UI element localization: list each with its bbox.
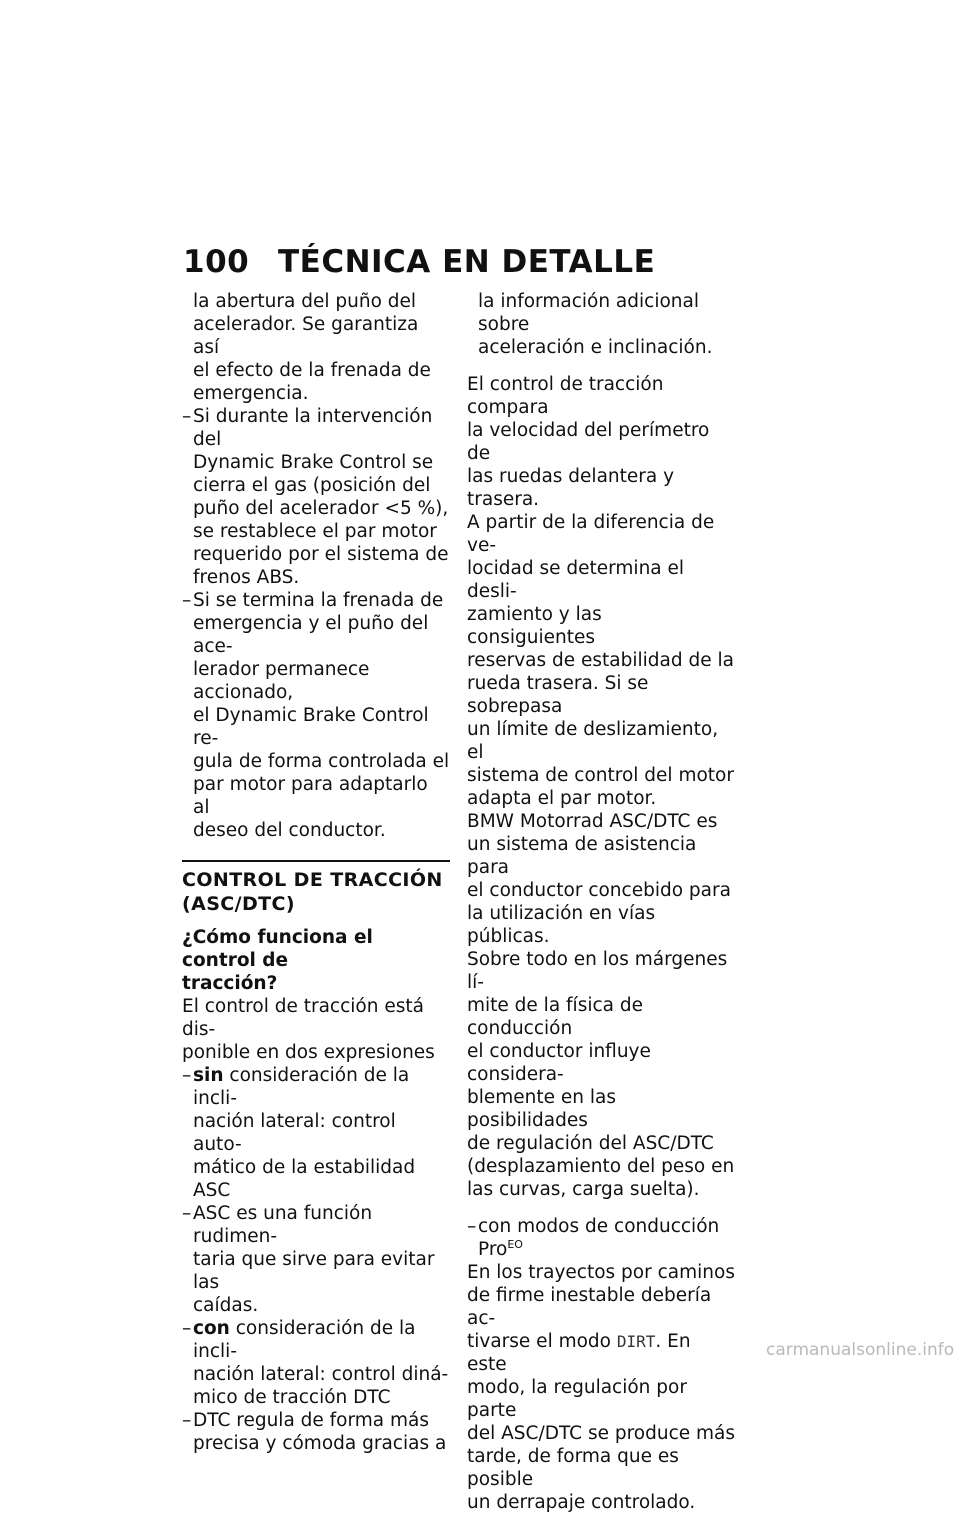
left-column xyxy=(182,290,450,1455)
text-line: lerador permanece accionado, xyxy=(193,659,370,703)
subsection-title xyxy=(182,926,450,995)
bullet-dash: – xyxy=(182,1203,192,1224)
text-line: A partir de la diferencia de ve- xyxy=(467,512,715,556)
subsection-title-line: tracción? xyxy=(182,973,278,994)
bullet-dash: – xyxy=(467,1216,477,1237)
text-line: deseo del conductor. xyxy=(193,820,386,841)
mode-name: DIRT xyxy=(616,1332,656,1351)
text-span: Pro xyxy=(478,1239,508,1260)
text-line: un sistema de asistencia para xyxy=(467,834,697,878)
bullet-dash: – xyxy=(182,1318,192,1339)
text-line: tarde, de forma que es posible xyxy=(467,1446,679,1490)
text-line: de firme inestable debería ac- xyxy=(467,1285,712,1329)
paragraph xyxy=(467,810,735,1201)
page-header xyxy=(183,244,655,280)
page-number: 100 xyxy=(183,244,250,280)
text-line: el conductor concebido para xyxy=(467,880,731,901)
text-line: par motor para adaptarlo al xyxy=(193,774,428,818)
chapter-title: TÉCNICA EN DETALLE xyxy=(278,244,656,280)
text-line: emergencia y el puño del ace- xyxy=(193,613,429,657)
text-line: ponible en dos expresiones xyxy=(182,1042,435,1063)
text-line: las ruedas delantera y trasera. xyxy=(467,466,675,510)
text-line: del ASC/DTC se produce más xyxy=(467,1423,736,1444)
text-line: mite de la física de conducción xyxy=(467,995,643,1039)
list-item xyxy=(182,1409,450,1455)
text-line xyxy=(193,1317,450,1363)
text-line: la velocidad del perímetro de xyxy=(467,420,710,464)
text-line: (desplazamiento del peso en xyxy=(467,1156,735,1177)
list-item xyxy=(182,405,450,589)
text-line: Dynamic Brake Control se xyxy=(193,452,434,473)
text-line: adapta el par motor. xyxy=(467,788,657,809)
text-line: reservas de estabilidad de la xyxy=(467,650,734,671)
text-line: cierra el gas (posición del xyxy=(193,475,431,496)
text-span: . En este xyxy=(467,1331,691,1375)
section-title-line: (ASC/DTC) xyxy=(182,893,295,915)
text-line: la abertura del puño del xyxy=(193,291,417,312)
text-line: Sobre todo en los márgenes lí- xyxy=(467,949,728,993)
spacer xyxy=(467,359,735,373)
text-line: las curvas, carga suelta). xyxy=(467,1179,700,1200)
text-line: el conductor influye considera- xyxy=(467,1041,651,1085)
bullet-dash: – xyxy=(182,1410,192,1431)
text-line: locidad se determina el desli- xyxy=(467,558,685,602)
superscript: EO xyxy=(507,1237,523,1251)
text-line: la información adicional sobre xyxy=(478,291,699,335)
text-line: frenos ABS. xyxy=(193,567,300,588)
list-item xyxy=(467,1215,735,1261)
text-line: Si se termina la frenada de xyxy=(193,590,444,611)
bold-term: con xyxy=(193,1318,230,1339)
text-line: el Dynamic Brake Control re- xyxy=(193,705,429,749)
text-line: El control de tracción compara xyxy=(467,374,664,418)
text-line: con modos de conducción xyxy=(478,1216,720,1237)
text-line: precisa y cómoda gracias a xyxy=(193,1433,447,1454)
text-line: sistema de control del motor xyxy=(467,765,734,786)
text-line: aceleración e inclinación. xyxy=(478,337,713,358)
text-line: la utilización en vías públicas. xyxy=(467,903,656,947)
text-line: taria que sirve para evitar las xyxy=(193,1249,435,1293)
text-line: El control de tracción está dis- xyxy=(182,996,424,1040)
text-line: mico de tracción DTC xyxy=(193,1387,391,1408)
text-line: nación lateral: control diná- xyxy=(193,1364,449,1385)
bold-term: sin xyxy=(193,1065,224,1086)
intro-paragraph xyxy=(182,995,450,1064)
spacer xyxy=(467,1201,735,1215)
paragraph xyxy=(467,373,735,810)
text-line: rueda trasera. Si se sobrepasa xyxy=(467,673,649,717)
text-line xyxy=(193,1064,450,1110)
text-line: emergencia. xyxy=(193,383,309,404)
text-line: de regulación del ASC/DTC xyxy=(467,1133,714,1154)
bullet-dash: – xyxy=(182,1065,192,1086)
paragraph xyxy=(467,1261,735,1514)
text-line: modo, la regulación por parte xyxy=(467,1377,687,1421)
text-line xyxy=(478,1238,735,1261)
section-title-line: CONTROL DE TRACCIÓN xyxy=(182,869,443,891)
text-line: el efecto de la frenada de xyxy=(193,360,431,381)
text-line: DTC regula de forma más xyxy=(193,1410,430,1431)
list-item xyxy=(182,589,450,842)
text-line: puño del acelerador <5 %), xyxy=(193,498,449,519)
watermark-footer: carmanualsonline.info xyxy=(766,1340,955,1360)
text-line: se restablece el par motor xyxy=(193,521,437,542)
text-line: un derrapaje controlado. xyxy=(467,1492,696,1513)
section-divider xyxy=(182,860,450,862)
text-line: zamiento y las consiguientes xyxy=(467,604,602,648)
text-line: gula de forma controlada el xyxy=(193,751,450,772)
text-line: caídas. xyxy=(193,1295,259,1316)
text-line: En los trayectos por caminos xyxy=(467,1262,735,1283)
list-item xyxy=(182,1317,450,1409)
text-span: tivarse el modo xyxy=(467,1331,617,1352)
subsection-title-line: ¿Cómo funciona el control de xyxy=(182,927,373,971)
text-line: requerido por el sistema de xyxy=(193,544,449,565)
text-line: acelerador. Se garantiza así xyxy=(193,314,419,358)
text-span: consideración de la incli- xyxy=(193,1318,416,1362)
text-line: BMW Motorrad ASC/DTC es xyxy=(467,811,718,832)
section-title xyxy=(182,868,450,916)
text-line: Si durante la intervención del xyxy=(193,406,433,450)
list-item xyxy=(182,1202,450,1317)
continued-item xyxy=(467,290,735,359)
text-line: mático de la estabilidad ASC xyxy=(193,1157,416,1201)
text-line: blemente en las posibilidades xyxy=(467,1087,617,1131)
text-line xyxy=(467,1330,735,1376)
continued-item xyxy=(182,290,450,405)
bullet-dash: – xyxy=(182,590,192,611)
text-line: un límite de deslizamiento, el xyxy=(467,719,719,763)
list-item xyxy=(182,1064,450,1202)
text-line: ASC es una función rudimen- xyxy=(193,1203,373,1247)
text-line: nación lateral: control auto- xyxy=(193,1111,396,1155)
text-span: consideración de la incli- xyxy=(193,1065,410,1109)
bullet-dash: – xyxy=(182,406,192,427)
right-column xyxy=(467,290,735,1514)
